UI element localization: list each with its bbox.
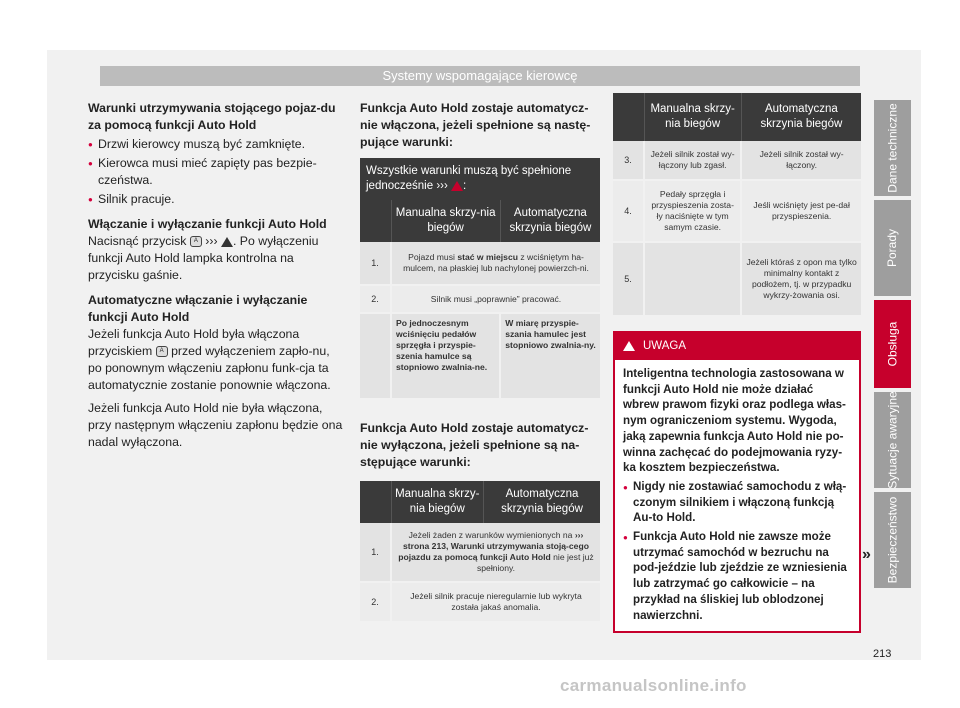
column-header: Manualna skrzy-nia biegów [644, 93, 741, 141]
warning-paragraph: Inteligentna technologia zastosowana w funkcji Auto Hold nie może działać wbrew prawom fizyki oraz podlega włas-nym ograniczeniom systemu. Wygoda, jaką zapewnia funkcja Auto Hold nie po-winna zachęcać do podejmowania ryzy-ka kosztem bezpieczeństwa. [623, 367, 846, 475]
deactivation-table-continued [613, 93, 861, 317]
watermark: carmanualsonline.info [560, 676, 747, 695]
table-row: 4. Pedały sprzęgła i przyspieszenia zosta-ły naciśnięte w tym samym czasie. Jeśli wciśnięty jest pe-dał przyspieszenia. [613, 180, 861, 242]
table-row: 1. Pojazd musi stać w miejscu z wciśniętym ha-mulcem, na płaskiej lub nachylonej powierzch-ni. [360, 242, 600, 285]
auto-hold-button-icon: A [190, 236, 202, 247]
activation-table [360, 200, 600, 400]
cross-reference-link[interactable]: ››› strona 213, Warunki utrzymywania stoją-cego pojazdu za pomocą funkcji Auto Hold [398, 530, 589, 562]
paragraph-auto-2: Jeżeli funkcja Auto Hold nie była włączona, przy następnym włączeniu zapłonu będzie ona nadal wyłączona. [88, 401, 343, 449]
column-header: Automatyczna skrzynia biegów [484, 481, 600, 523]
chapter-tabs [874, 100, 911, 592]
table-row: Po jednoczesnym wciśnięciu pedałów sprzęgła i przyspie-szenia hamulce są stopniowo zwalnia-ne. W miarę przyspie-szania hamulec jest stopniowo zwalnia-ny. [360, 313, 600, 399]
deactivation-table [360, 481, 600, 623]
heading-activation: Funkcja Auto Hold zostaje automatycz-nie włączona, jeżeli spełnione są nastę-pujące warunki: [360, 101, 591, 149]
table-row: 2. Jeżeli silnik pracuje nieregularnie lub wykryta została jakaś anomalia. [360, 582, 600, 622]
column-header: Automatyczna skrzynia biegów [741, 93, 861, 141]
table-row: 2. Silnik musi „poprawnie” pracować. [360, 285, 600, 313]
heading-toggle: Włączanie i wyłączanie funkcji Auto Hold [88, 217, 327, 231]
tab-bezpieczenstwo[interactable]: Bezpieczeństwo [874, 492, 911, 588]
table-row: 3. Jeżeli silnik został wy-łączony lub zgasł. Jeżeli silnik został wy-łączony. [613, 141, 861, 180]
tab-porady[interactable]: Porady [874, 200, 911, 296]
column-2 [360, 100, 600, 623]
page-header: Systemy wspomagające kierowcę [100, 66, 860, 86]
warning-triangle-icon [221, 237, 233, 247]
heading-conditions: Warunki utrzymywania stojącego pojaz-du za pomocą funkcji Auto Hold [88, 101, 336, 132]
tab-obsluga[interactable]: Obsługa [874, 300, 911, 388]
paragraph-toggle: Nacisnąć przycisk A ››› . Po wyłączeniu funkcji Auto Hold lampka kontrolna na przycisku gaśnie. [88, 234, 319, 282]
paragraph-auto-1: Jeżeli funkcja Auto Hold była włączona przyciskiem A przed wyłączeniem zapło-nu, po ponownym włączeniu zapłonu funk-cja ta automatycznie zostanie ponownie włączona. [88, 327, 331, 392]
list-item: ● Drzwi kierowcy muszą być zamknięte. [88, 136, 346, 153]
auto-hold-button-icon: A [156, 346, 168, 357]
column-header: Manualna skrzy-nia biegów [391, 200, 500, 242]
list-item: ● Silnik pracuje. [88, 191, 346, 208]
column-1 [88, 100, 346, 451]
column-3 [613, 93, 861, 633]
warning-box [613, 331, 861, 633]
column-header: Automatyczna skrzynia biegów [500, 200, 600, 242]
heading-auto: Automatyczne włączanie i wyłączanie funkcji Auto Hold [88, 293, 308, 324]
continue-chevron-icon: » [862, 546, 871, 563]
heading-deactivation: Funkcja Auto Hold zostaje automatycz-nie wyłączona, jeżeli spełnione są na-stępujące warunki: [360, 421, 589, 469]
table-row: 1. Jeżeli żaden z warunków wymienionych na ››› strona 213, Warunki utrzymywania stoją-cego pojazdu za pomocą funkcji Auto Hold nie jest już spełniony. [360, 523, 600, 582]
page-number: 213 [873, 648, 892, 660]
list-item: ● Funkcja Auto Hold nie zawsze może utrzymać samochód w bezruchu na pod-jeździe lub zjeździe ze wzniesienia lub zatrzymać go całkowicie – na przykład na śliskiej lub oblodzonej nawierzchni. [623, 529, 851, 623]
tab-dane-techniczne[interactable]: Dane techniczne [874, 100, 911, 196]
tab-sytuacje-awaryjne[interactable]: Sytuacje awaryjne [874, 392, 911, 488]
list-item: ● Kierowca musi mieć zapięty pas bezpie-czeństwa. [88, 155, 346, 189]
list-item: ● Nigdy nie zostawiać samochodu z włą-czonym silnikiem i włączoną funkcją Au-to Hold. [623, 479, 851, 526]
warning-body [615, 360, 859, 631]
warning-triangle-icon [623, 341, 635, 351]
table-row: 5. Jeżeli któraś z opon ma tylko minimalny kontakt z podłożem, tj. w przypadku wykrzy-żowania osi. [613, 242, 861, 316]
column-header: Manualna skrzy-nia biegów [391, 481, 484, 523]
warning-header: UWAGA [615, 333, 859, 360]
warning-triangle-icon [451, 181, 463, 191]
table-title: Wszystkie warunki muszą być spełnione jednocześnie ››› : [360, 158, 600, 200]
